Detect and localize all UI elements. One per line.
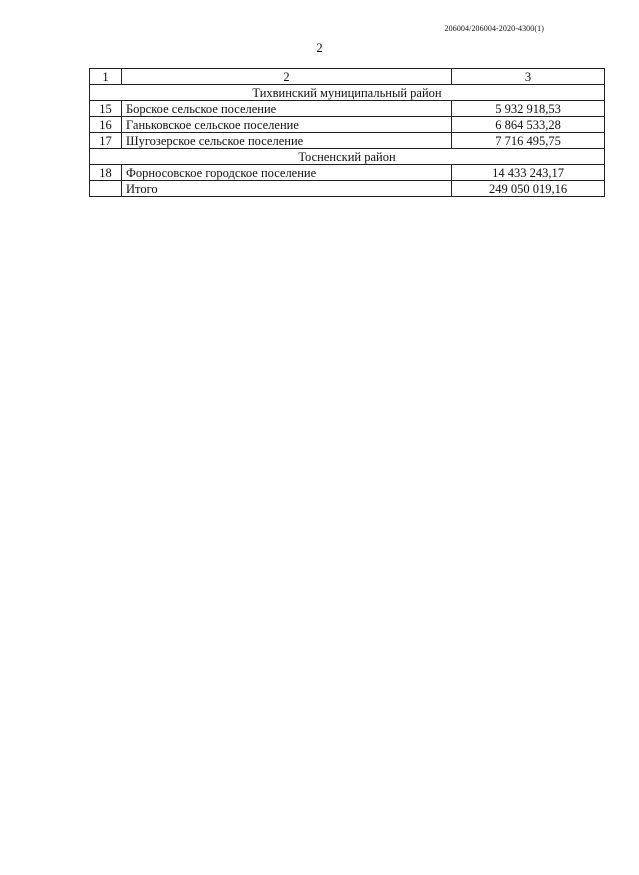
column-header-3: 3 — [452, 69, 605, 85]
row-number: 17 — [90, 133, 122, 149]
row-value: 7 716 495,75 — [452, 133, 605, 149]
group-title: Тихвинский муниципальный район — [90, 85, 605, 101]
row-name: Борское сельское поселение — [122, 101, 452, 117]
row-number: 18 — [90, 165, 122, 181]
table-row — [90, 101, 605, 117]
row-value: 14 433 243,17 — [452, 165, 605, 181]
table-row — [90, 133, 605, 149]
row-name: Ганьковское сельское поселение — [122, 117, 452, 133]
row-value: 6 864 533,28 — [452, 117, 605, 133]
total-number — [90, 181, 122, 197]
row-value: 5 932 918,53 — [452, 101, 605, 117]
group-title: Тосненский район — [90, 149, 605, 165]
document-id: 206004/206004-2020-4300(1) — [444, 24, 544, 33]
page-number: 2 — [316, 40, 323, 55]
total-value: 249 050 019,16 — [452, 181, 605, 197]
data-table — [89, 68, 605, 197]
row-name: Шугозерское сельское поселение — [122, 133, 452, 149]
column-header-2: 2 — [122, 69, 452, 85]
group-row-tosno — [90, 149, 605, 165]
table-row — [90, 165, 605, 181]
table-header-row — [90, 69, 605, 85]
total-row — [90, 181, 605, 197]
row-name: Форносовское городское поселение — [122, 165, 452, 181]
total-label: Итого — [122, 181, 452, 197]
row-number: 16 — [90, 117, 122, 133]
table-row — [90, 117, 605, 133]
column-header-1: 1 — [90, 69, 122, 85]
row-number: 15 — [90, 101, 122, 117]
group-row-tikhvin — [90, 85, 605, 101]
